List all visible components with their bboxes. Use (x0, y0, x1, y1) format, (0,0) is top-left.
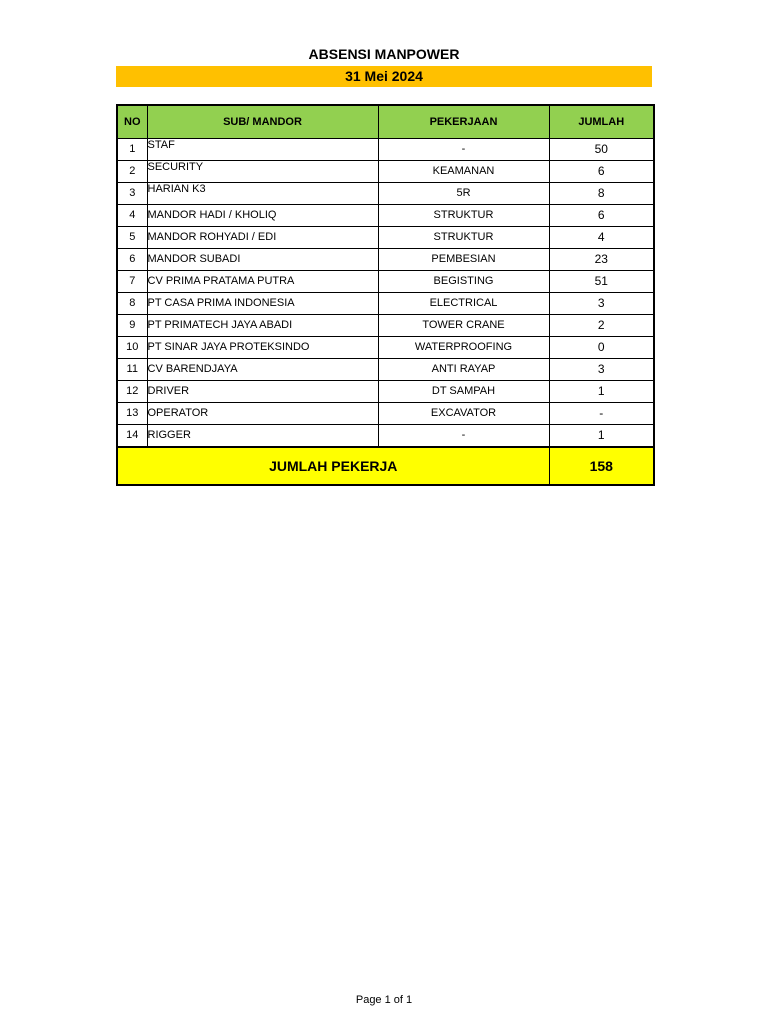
cell-no: 14 (117, 425, 147, 448)
cell-sub-mandor: SECURITY (147, 161, 378, 183)
table-row (117, 403, 654, 425)
cell-jumlah: 3 (549, 293, 654, 315)
cell-no: 9 (117, 315, 147, 337)
cell-pekerjaan: - (378, 425, 549, 448)
total-value: 158 (549, 447, 654, 485)
cell-no: 10 (117, 337, 147, 359)
cell-sub-mandor: OPERATOR (147, 403, 378, 425)
cell-sub-mandor: HARIAN K3 (147, 183, 378, 205)
cell-pekerjaan: 5R (378, 183, 549, 205)
table-header-row (117, 105, 654, 139)
cell-pekerjaan: WATERPROOFING (378, 337, 549, 359)
cell-no: 1 (117, 139, 147, 161)
cell-sub-mandor: CV BARENDJAYA (147, 359, 378, 381)
table-row (117, 425, 654, 448)
cell-jumlah: - (549, 403, 654, 425)
cell-pekerjaan: EXCAVATOR (378, 403, 549, 425)
table-row (117, 161, 654, 183)
cell-pekerjaan: BEGISTING (378, 271, 549, 293)
cell-no: 7 (117, 271, 147, 293)
table-row (117, 315, 654, 337)
date-banner: 31 Mei 2024 (116, 66, 652, 87)
table-row (117, 337, 654, 359)
cell-sub-mandor: PT SINAR JAYA PROTEKSINDO (147, 337, 378, 359)
cell-sub-mandor: PT CASA PRIMA INDONESIA (147, 293, 378, 315)
table-row (117, 293, 654, 315)
cell-jumlah: 1 (549, 381, 654, 403)
total-label: JUMLAH PEKERJA (117, 447, 549, 485)
page-number: Page 1 of 1 (355, 994, 413, 1006)
cell-jumlah: 6 (549, 205, 654, 227)
cell-jumlah: 50 (549, 139, 654, 161)
cell-jumlah: 2 (549, 315, 654, 337)
cell-sub-mandor: CV PRIMA PRATAMA PUTRA (147, 271, 378, 293)
cell-sub-mandor: RIGGER (147, 425, 378, 448)
cell-pekerjaan: ANTI RAYAP (378, 359, 549, 381)
cell-jumlah: 6 (549, 161, 654, 183)
cell-jumlah: 4 (549, 227, 654, 249)
cell-sub-mandor: DRIVER (147, 381, 378, 403)
cell-sub-mandor: PT PRIMATECH JAYA ABADI (147, 315, 378, 337)
manpower-table (116, 104, 655, 486)
cell-sub-mandor: STAF (147, 139, 378, 161)
table-row (117, 205, 654, 227)
total-row (117, 447, 654, 485)
cell-no: 8 (117, 293, 147, 315)
cell-jumlah: 8 (549, 183, 654, 205)
cell-no: 13 (117, 403, 147, 425)
cell-jumlah: 51 (549, 271, 654, 293)
cell-sub-mandor: MANDOR ROHYADI / EDI (147, 227, 378, 249)
cell-sub-mandor: MANDOR SUBADI (147, 249, 378, 271)
document-title: ABSENSI MANPOWER (308, 46, 460, 62)
cell-no: 11 (117, 359, 147, 381)
cell-jumlah: 1 (549, 425, 654, 448)
header-jumlah: JUMLAH (549, 105, 654, 139)
table-row (117, 139, 654, 161)
cell-pekerjaan: STRUKTUR (378, 227, 549, 249)
cell-no: 6 (117, 249, 147, 271)
table-row (117, 381, 654, 403)
cell-pekerjaan: TOWER CRANE (378, 315, 549, 337)
cell-jumlah: 23 (549, 249, 654, 271)
cell-pekerjaan: ELECTRICAL (378, 293, 549, 315)
table-row (117, 227, 654, 249)
cell-no: 4 (117, 205, 147, 227)
cell-pekerjaan: - (378, 139, 549, 161)
table-row (117, 183, 654, 205)
cell-pekerjaan: DT SAMPAH (378, 381, 549, 403)
table-row (117, 271, 654, 293)
header-sub-mandor: SUB/ MANDOR (147, 105, 378, 139)
cell-pekerjaan: PEMBESIAN (378, 249, 549, 271)
cell-sub-mandor: MANDOR HADI / KHOLIQ (147, 205, 378, 227)
cell-no: 12 (117, 381, 147, 403)
header-pekerjaan: PEKERJAAN (378, 105, 549, 139)
cell-jumlah: 3 (549, 359, 654, 381)
cell-no: 5 (117, 227, 147, 249)
cell-pekerjaan: KEAMANAN (378, 161, 549, 183)
cell-pekerjaan: STRUKTUR (378, 205, 549, 227)
table-row (117, 249, 654, 271)
cell-no: 2 (117, 161, 147, 183)
header-no: NO (117, 105, 147, 139)
cell-no: 3 (117, 183, 147, 205)
table-row (117, 359, 654, 381)
cell-jumlah: 0 (549, 337, 654, 359)
